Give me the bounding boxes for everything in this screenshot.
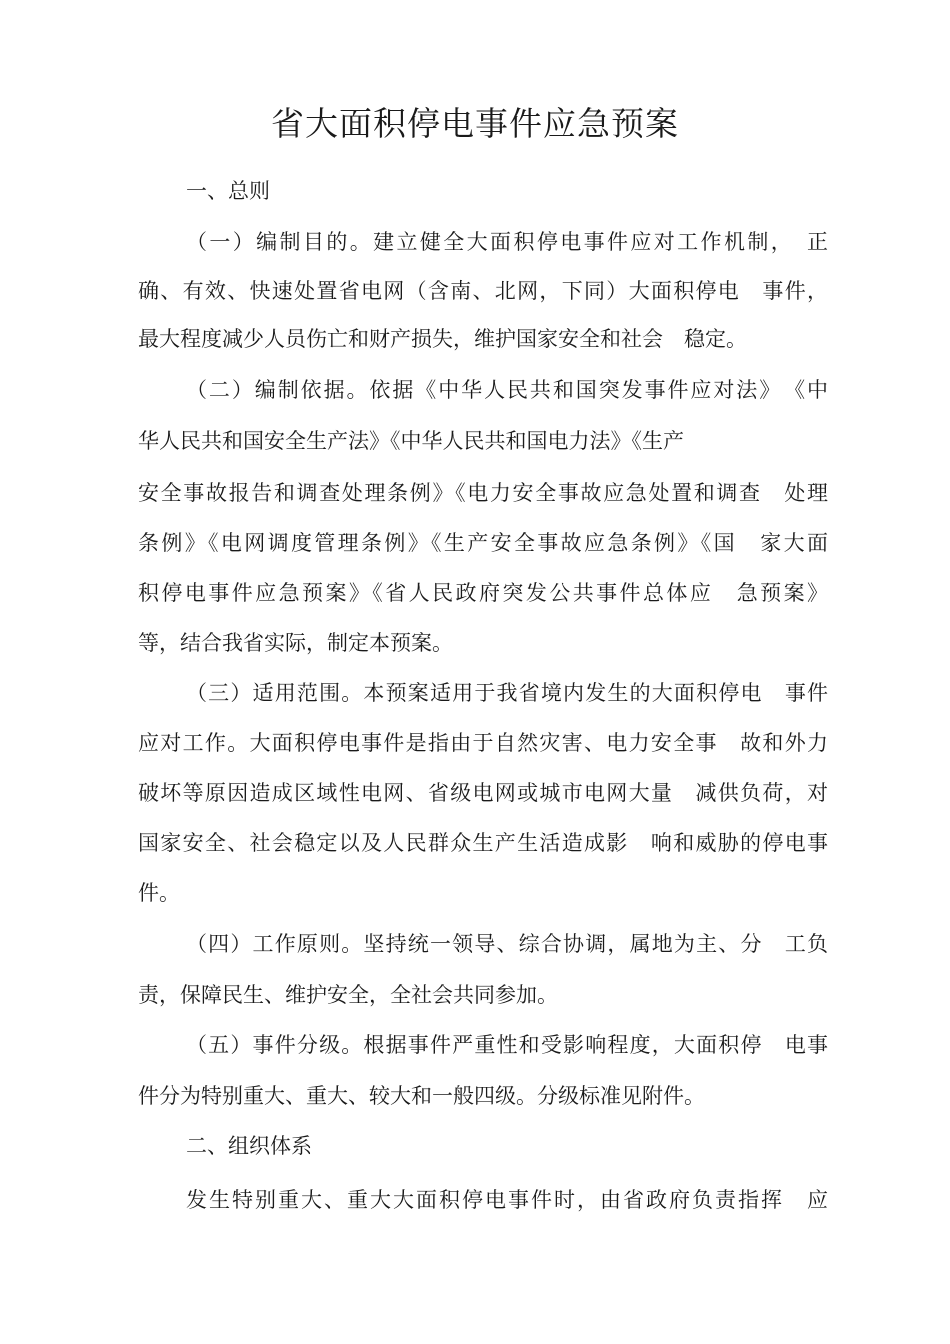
paragraph-line: 件分为特别重大、重大、较大和一般四级。分级标准见附件。	[138, 1084, 705, 1108]
paragraph-line: 责，保障民生、维护安全，全社会共同参加。	[138, 983, 558, 1007]
paragraph-line: 最大程度减少人员伤亡和财产损失，维护国家安全和社会 稳定。	[138, 327, 747, 351]
paragraph-line: （三）适用范围。本预案适用于我省境内发生的大面积停电 事件	[186, 681, 828, 705]
paragraph-line: 应对工作。大面积停电事件是指由于自然灾害、电力安全事 故和外力	[138, 731, 828, 755]
paragraph-line: 等，结合我省实际，制定本预案。	[138, 631, 453, 655]
paragraph-line: 国家安全、社会稳定以及人民群众生产生活造成影 响和威胁的停电事	[138, 831, 828, 855]
paragraph-line: 条例》《电网调度管理条例》《生产安全事故应急条例》《国 家大面	[138, 531, 828, 555]
paragraph-line: 积停电事件应急预案》《省人民政府突发公共事件总体应 急预案》	[138, 581, 828, 605]
paragraph-line: （五）事件分级。根据事件严重性和受影响程度，大面积停 电事	[186, 1033, 828, 1057]
section-heading-general: 一、总则	[186, 179, 270, 203]
section-heading-organization: 二、组织体系	[186, 1134, 312, 1158]
paragraph-line: 安全事故报告和调查处理条例》《电力安全事故应急处置和调查 处理	[138, 481, 828, 505]
paragraph-line: （四）工作原则。坚持统一领导、综合协调，属地为主、分 工负	[186, 932, 828, 956]
paragraph-line: （一）编制目的。建立健全大面积停电事件应对工作机制， 正	[186, 230, 828, 254]
document-title: 省大面积停电事件应急预案	[271, 104, 679, 143]
paragraph-line: 件。	[138, 881, 180, 905]
paragraph-line: 破坏等原因造成区域性电网、省级电网或城市电网大量 减供负荷，对	[138, 781, 828, 805]
paragraph-line: 华人民共和国安全生产法》《中华人民共和国电力法》《生产	[138, 429, 684, 453]
paragraph-line: 发生特别重大、重大大面积停电事件时，由省政府负责指挥 应	[186, 1188, 828, 1212]
paragraph-line: （二）编制依据。依据《中华人民共和国突发事件应对法》 《中	[186, 378, 828, 402]
paragraph-line: 确、有效、快速处置省电网（含南、北网，下同）大面积停电 事件，	[138, 279, 828, 303]
